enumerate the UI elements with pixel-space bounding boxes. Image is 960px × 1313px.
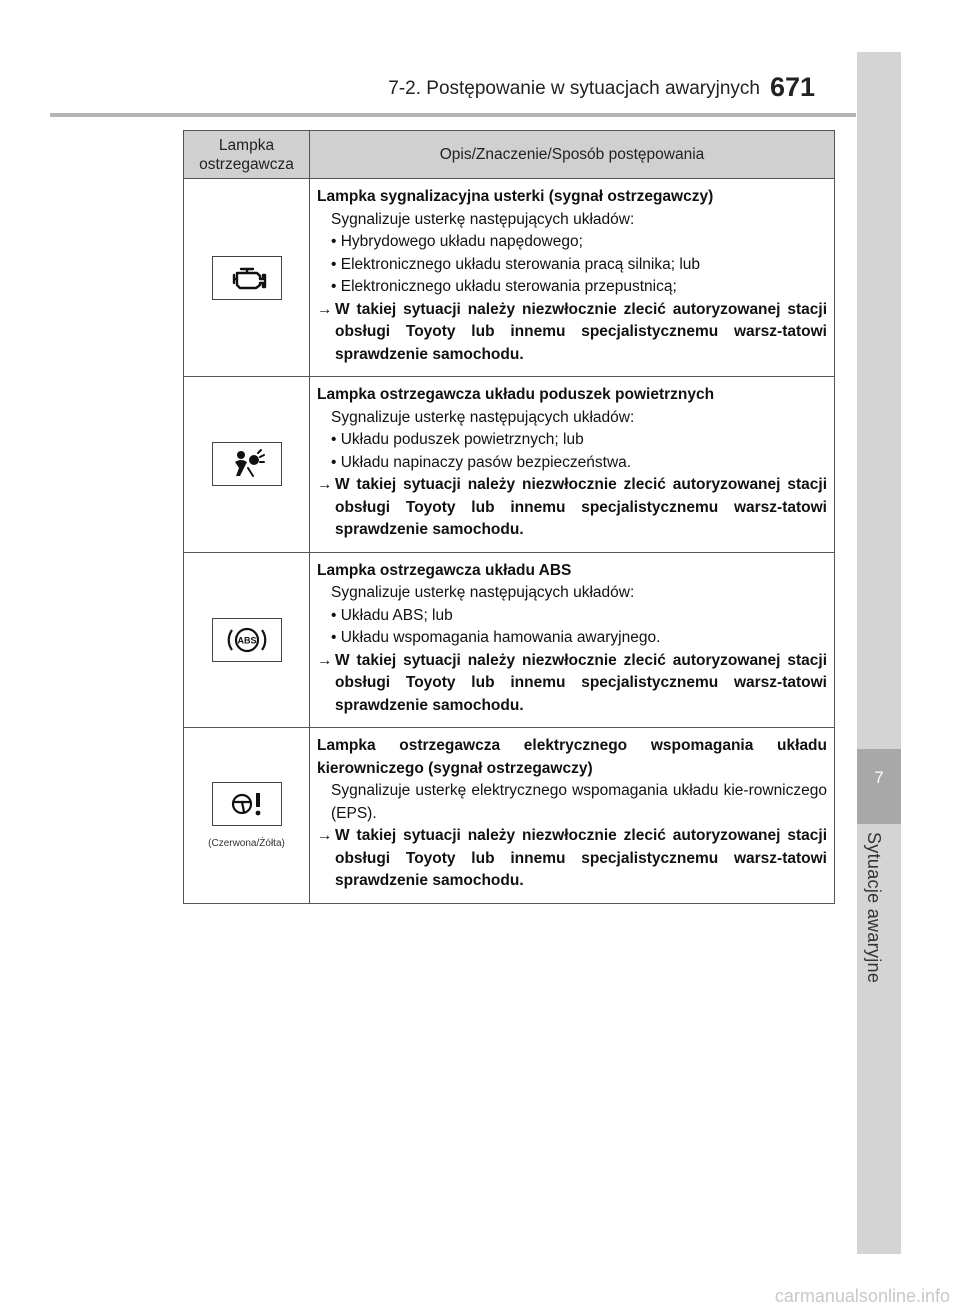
- airbag-icon: [212, 442, 282, 486]
- lamp-cell: [184, 179, 310, 377]
- power-steering-icon: [212, 782, 282, 826]
- header-rule: [50, 113, 856, 117]
- page-number: 671: [770, 72, 816, 102]
- table-row: [184, 728, 835, 904]
- action-note: [317, 650, 827, 718]
- description-cell: [310, 728, 835, 904]
- lamp-title: Lampka ostrzegawcza układu poduszek powietrznych: [317, 386, 715, 403]
- description-cell: [310, 179, 835, 377]
- table-row: [184, 552, 835, 728]
- lamp-title: Lampka ostrzegawcza układu ABS: [317, 561, 572, 579]
- arrow-icon: →: [317, 476, 333, 493]
- description-line: • Układu poduszek powietrznych; lub: [331, 431, 584, 448]
- section-title: 7-2. Postępowanie w sytuacjach awaryjnych: [388, 78, 760, 99]
- arrow-icon: →: [317, 827, 333, 844]
- description-line: • Elektronicznego układu sterowania przepustnicą;: [331, 278, 677, 295]
- description-line: • Hybrydowego układu napędowego;: [331, 233, 583, 250]
- header-description: Opis/Znaczenie/Sposób postępowania: [310, 131, 835, 179]
- action-note: [317, 474, 827, 542]
- table-row: [184, 377, 835, 553]
- abs-icon: [212, 618, 282, 662]
- lamp-color-caption: (Czerwona/Żółta): [208, 837, 285, 849]
- description-line: Sygnalizuje usterkę następujących układów:: [331, 210, 635, 228]
- description-cell: [310, 377, 835, 553]
- description-line: • Układu napinaczy pasów bezpieczeństwa.: [331, 453, 632, 471]
- watermark: carmanualsonline.info: [774, 1286, 950, 1306]
- description-line: • Elektronicznego układu sterowania pracą silnika; lub: [331, 255, 701, 273]
- description-line: Sygnalizuje usterkę następujących układów:: [331, 584, 635, 601]
- chapter-number: 7: [874, 768, 884, 787]
- arrow-icon: →: [317, 651, 333, 669]
- side-strip-top: [857, 52, 901, 749]
- description-line: Sygnalizuje usterkę elektrycznego wspomagania układu kie-rowniczego (EPS).: [331, 782, 827, 822]
- description-line: • Układu wspomagania hamowania awaryjnego.: [331, 629, 661, 646]
- description-cell: [310, 552, 835, 728]
- description-line: • Układu ABS; lub: [331, 606, 453, 624]
- table-header-row: [184, 131, 835, 179]
- warning-lamps-table: [183, 130, 835, 904]
- action-note: [317, 299, 827, 367]
- action-text: W takiej sytuacji należy niezwłocznie zlecić autoryzowanej stacji obsługi Toyoty lub innemu specjalistycznemu warsz-tatowi sprawdzenie samochodu.: [335, 476, 827, 538]
- abs-icon-text: ABS: [236, 635, 257, 646]
- header-lamp: Lampka ostrzegawcza: [184, 131, 310, 179]
- lamp-cell: [184, 377, 310, 553]
- table-row: [184, 179, 835, 377]
- lamp-cell: [184, 552, 310, 728]
- chapter-label: Sytuacje awaryjne: [864, 832, 884, 984]
- lamp-title: Lampka sygnalizacyjna usterki (sygnał ostrzegawczy): [317, 188, 714, 205]
- action-text: W takiej sytuacji należy niezwłocznie zlecić autoryzowanej stacji obsługi Toyoty lub innemu specjalistycznemu warsz-tatowi sprawdzenie samochodu.: [335, 651, 827, 714]
- lamp-cell: [184, 728, 310, 904]
- action-text: W takiej sytuacji należy niezwłocznie zlecić autoryzowanej stacji obsługi Toyoty lub innemu specjalistycznemu warsz-tatowi sprawdzenie samochodu.: [335, 827, 827, 889]
- check-engine-icon: [212, 256, 282, 300]
- action-note: [317, 825, 827, 893]
- action-text: W takiej sytuacji należy niezwłocznie zlecić autoryzowanej stacji obsługi Toyoty lub innemu specjalistycznemu warsz-tatowi sprawdzenie samochodu.: [335, 300, 827, 363]
- arrow-icon: →: [317, 300, 333, 318]
- description-line: Sygnalizuje usterkę następujących układów:: [331, 408, 635, 426]
- lamp-title: Lampka ostrzegawcza elektrycznego wspomagania układu kierowniczego (sygnał ostrzegawczy): [317, 737, 827, 777]
